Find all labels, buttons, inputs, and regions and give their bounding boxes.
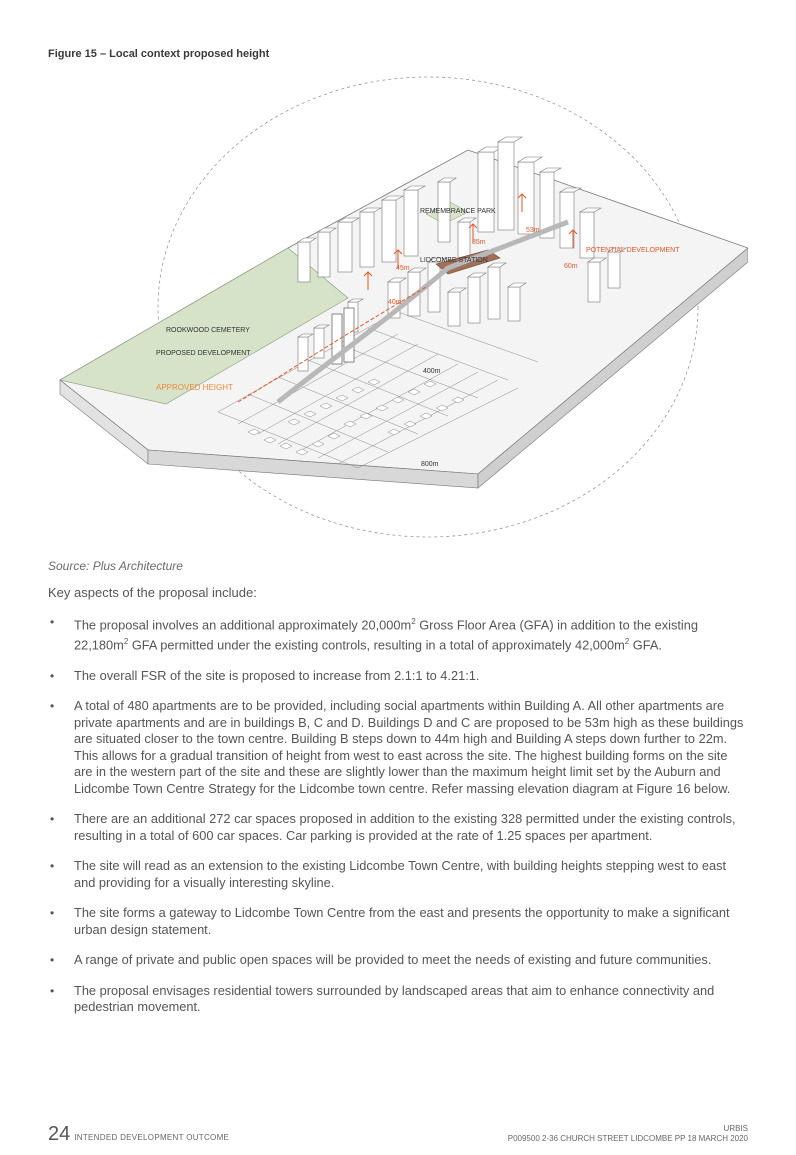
isometric-context-model xyxy=(48,72,748,552)
height-40m-label: 40m xyxy=(388,299,402,306)
height-60m-label: 60m xyxy=(564,263,578,270)
bullet-icon: • xyxy=(50,983,55,998)
document-reference: P009500 2-36 CHURCH STREET LIDCOMBE PP 18 MARCH 2020 xyxy=(507,1134,748,1143)
page-number: 24 xyxy=(48,1123,71,1145)
proposed-development-label: PROPOSED DEVELOPMENT xyxy=(156,350,251,357)
list-item: • The proposal envisages residential towers surrounded by landscaped areas that aim to enhance connectivity and pedestrian movement. xyxy=(50,982,715,1015)
proposal-bullet-list xyxy=(48,614,748,1030)
height-53m-label: 53m xyxy=(526,227,540,234)
list-item: • The proposal involves an additional approximately $20,000m^2$ Gross Floor Area (GFA) in addition to the existing $22,180m^2$ GFA permitted under the existing controls, resulting in a total of approximately $42,000m^2$ GFA. xyxy=(50,615,699,653)
list-item: • The site forms a gateway to Lidcombe Town Centre from the east and presents the opportunity to make a significant urban design statement. xyxy=(50,905,730,937)
bullet-icon: • xyxy=(50,906,55,921)
page-footer-right xyxy=(508,1124,748,1144)
intro-text: Key aspects of the proposal include: xyxy=(48,585,257,600)
figure-title: Figure 15 – Local context proposed height xyxy=(48,48,270,60)
height-45m-label: 45m xyxy=(396,265,410,272)
figure-source: Source: Plus Architecture xyxy=(48,559,183,573)
height-85m-label: 85m xyxy=(472,239,486,246)
approved-height-label: APPROVED HEIGHT xyxy=(156,383,233,392)
page-footer-left xyxy=(48,1123,229,1146)
section-name: INTENDED DEVELOPMENT OUTCOME xyxy=(74,1133,230,1142)
lidcombe-station-label: LIDCOMBE STATION xyxy=(420,257,488,264)
brand-name: URBIS xyxy=(723,1124,748,1133)
bullet-icon: • xyxy=(50,615,55,629)
remembrance-park-label: REMEMBRANCE PARK xyxy=(420,208,496,215)
context-height-diagram xyxy=(48,72,748,552)
bullet-icon: • xyxy=(50,953,55,968)
list-item: • The overall FSR of the site is proposed to increase from 2.1:1 to 4.21:1. xyxy=(50,667,480,683)
list-item: • A total of 480 apartments are to be provided, including social apartments within Building A. All other apartments are private apartments and are in buildings B, C and D. Buildings D and C are proposed to be 53m high as these buildings are situated closer to the town centre. Building B steps down to 44m high and Building A steps down further to 22m. This allows for a gradual transition of height from west to east across the site. The highest building forms on the site are in the western part of the site and these are slightly lower than the maximum height limit set by the Auburn and Lidcombe Town Centre Strategy for the Lidcombe town centre. Refer massing elevation diagram at Figure 16 below. xyxy=(50,698,744,796)
bullet-icon: • xyxy=(50,859,55,874)
radius-400m-label: 400m xyxy=(423,368,441,375)
list-item: • There are an additional 272 car spaces proposed in addition to the existing 328 permitted under the existing controls, resulting in a total of 600 car spaces. Car parking is provided at the rate of 1.25 spaces per apartment. xyxy=(50,811,736,843)
bullet-icon: • xyxy=(50,699,55,714)
potential-development-label: POTENTIAL DEVELOPMENT xyxy=(586,247,680,254)
rookwood-cemetery-label: ROOKWOOD CEMETERY xyxy=(166,327,250,334)
list-item: • A range of private and public open spaces will be provided to meet the needs of existing and future communities. xyxy=(50,952,712,968)
bullet-icon: • xyxy=(50,812,55,827)
list-item: • The site will read as an extension to the existing Lidcombe Town Centre, with building heights stepping west to east and providing for a visually interesting skyline. xyxy=(50,858,727,890)
radius-800m-label: 800m xyxy=(421,461,439,468)
bullet-icon: • xyxy=(50,668,55,683)
